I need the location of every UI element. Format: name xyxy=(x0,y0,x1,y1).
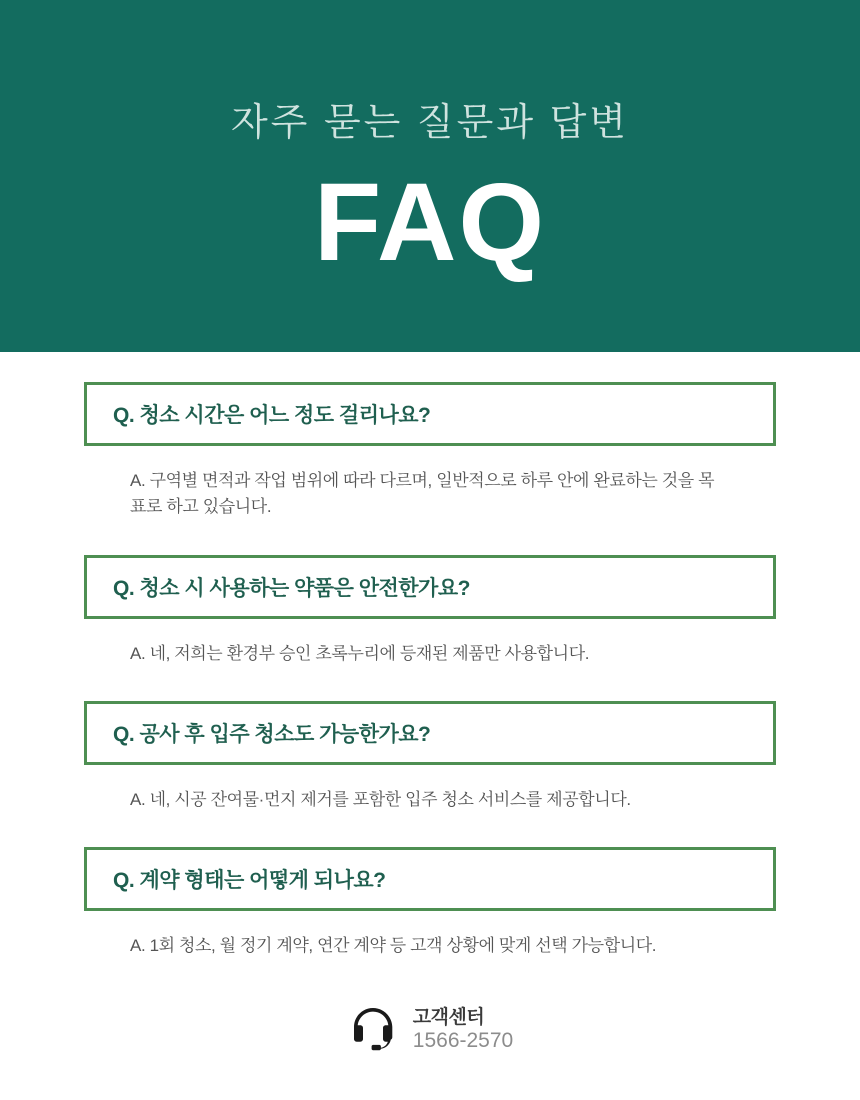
faq-question-text: Q. 공사 후 입주 청소도 가능한가요? xyxy=(113,723,431,747)
hero-banner xyxy=(0,0,860,352)
faq-question-box[interactable] xyxy=(84,847,776,911)
customer-center-label: 고객센터 xyxy=(412,1006,485,1028)
faq-question-text: Q. 계약 형태는 어떻게 되나요? xyxy=(113,869,386,893)
faq-question-text: Q. 청소 시간은 어느 정도 걸리나요? xyxy=(113,404,431,427)
faq-answer-text: A. 구역별 면적과 작업 범위에 따라 다르며, 일반적으로 하루 안에 완료하는 것을 목표로 하고 있습니다. xyxy=(130,471,715,517)
page-title: FAQ xyxy=(313,161,547,284)
customer-center-phone[interactable]: 1566-2570 xyxy=(412,1028,514,1052)
faq-answer-text: A. 1회 청소, 월 정기 계약, 연간 계약 등 고객 상황에 맞게 선택 가능합니다. xyxy=(130,936,657,956)
hero-subtitle: 자주 묻는 질문과 답변 xyxy=(230,102,630,144)
footer-text-group xyxy=(413,1007,513,1053)
faq-answer-text: A. 네, 저희는 환경부 승인 초록누리에 등재된 제품만 사용합니다. xyxy=(130,643,590,663)
faq-answer-text: A. 네, 시공 잔여물·먼지 제거를 포함한 입주 청소 서비스를 제공합니다. xyxy=(130,790,631,810)
faq-item xyxy=(84,555,776,693)
faq-list xyxy=(0,352,860,986)
faq-question-box[interactable] xyxy=(84,555,776,619)
faq-answer-box xyxy=(84,619,776,693)
faq-question-box[interactable] xyxy=(84,701,776,765)
faq-item xyxy=(84,847,776,985)
faq-answer-box xyxy=(84,446,776,547)
faq-item xyxy=(84,701,776,839)
headset-icon xyxy=(347,1004,399,1056)
faq-answer-box xyxy=(84,765,776,839)
customer-center-footer xyxy=(0,1004,860,1056)
faq-answer-box xyxy=(84,911,776,985)
faq-question-text: Q. 청소 시 사용하는 약품은 안전한가요? xyxy=(113,576,470,600)
faq-question-box[interactable] xyxy=(84,382,776,446)
faq-item xyxy=(84,382,776,547)
